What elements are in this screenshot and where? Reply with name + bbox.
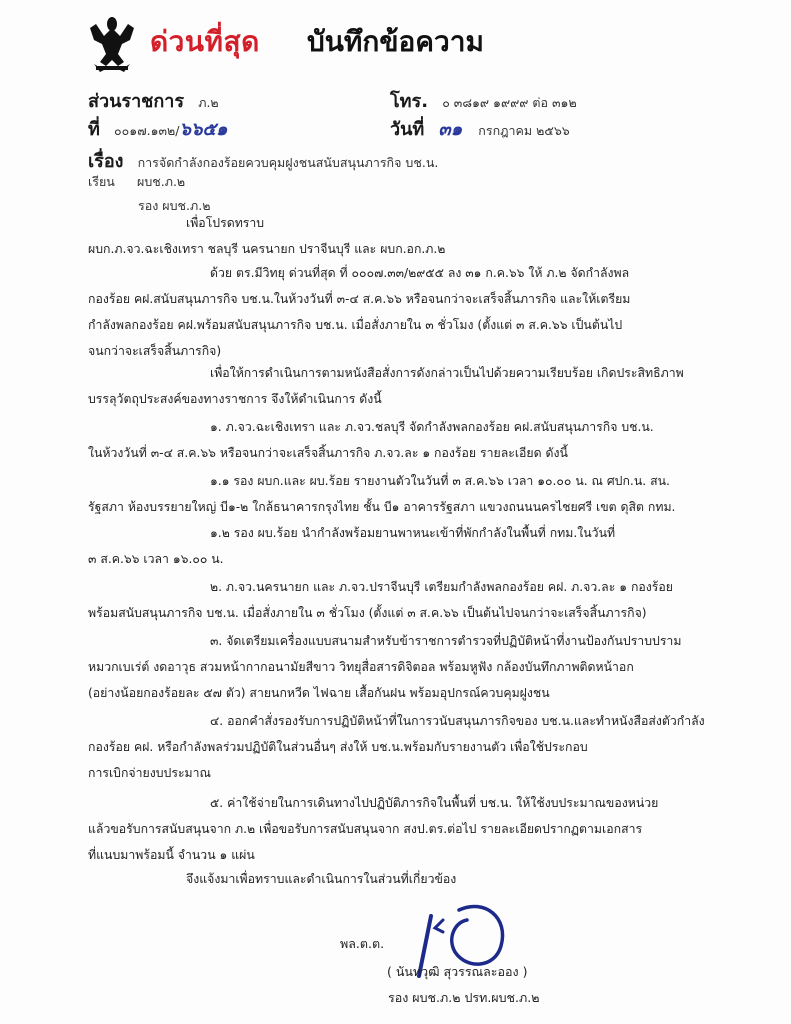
closing: จึงแจ้งมาเพื่อทราบและดำเนินการในส่วนที่เกี่ยวข้อง	[186, 872, 457, 886]
item-1-2: ๑.๒ รอง ผบ.ร้อย นำกำลังพร้อมยานพาหนะเข้าที่พักกำลังในพื้นที่ กทม.ในวันที่ ๓ ส.ค.๖๖ เวลา ๑๖.๐๐ น.	[88, 526, 616, 566]
paragraph-1: ด้วย ตร.มีวิทยุ ด่วนที่สุด ที่ ๐๐๐๗.๓๓/๒๙๕๕ ลง ๓๑ ก.ค.๖๖ ให้ ภ.๒ จัดกำลังพล กองร้อย คฝ.สนับสนุนภารกิจ บช.น.ในห้วงวันที่ ๓-๔ ส.ค.๖๖ หรือจนกว่าจะเสร็จสิ้นภารกิจ และให้เตรียม กำลังพลกองร้อย คฝ.พร้อมสนับสนุนภารกิจ บช.น. เมื่อสั่งภายใน ๓ ชั่วโมง (ตั้งแต่ ๓ ส.ค.๖๖ เป็นต้นไป จนกว่าจะเสร็จสิ้นภารกิจ)	[88, 266, 631, 358]
to-value-2: รอง ผบช.ภ.๒	[138, 198, 211, 213]
date-row	[390, 114, 570, 143]
subject-row	[88, 146, 438, 175]
item-4: ๔. ออกคำสั่งรองรับการปฏิบัติหน้าที่ในการวนับสนุนภารกิจของ บช.น.และทำหนังสือส่งตัวกำลัง กองร้อย คฝ. หรือกำลังพลร่วมปฏิบัติในส่วนอื่นๆ ส่งให้ บช.น.พร้อมกับรายงานตัว เพื่อใช้ประกอบ การเบิกจ่ายงบประมาณ	[88, 714, 705, 780]
signature-position: รอง ผบช.ภ.๒ ปรท.ผบช.ภ.๒	[388, 990, 540, 1005]
phone-row	[390, 86, 577, 115]
item-1: ๑. ภ.จว.ฉะเชิงเทรา และ ภ.จว.ชลบุรี จัดกำลังพลกองร้อย คฝ.สนับสนุนภารกิจ บช.น. ในห้วงวันที่ ๓-๔ ส.ค.๖๖ หรือจนกว่าจะเสร็จสิ้นภารกิจ ภ.จว.ละ ๑ กองร้อย รายละเอียด ดังนี้	[88, 420, 654, 460]
department-value: ภ.๒	[198, 95, 219, 110]
reference-label: ที่	[88, 119, 100, 140]
date-month-year: กรกฎาคม ๒๕๖๖	[478, 123, 570, 138]
garuda-emblem-icon	[86, 14, 138, 74]
item-2: ๒. ภ.จว.นครนายก และ ภ.จว.ปราจีนบุรี เตรียมกำลังพลกองร้อย คฝ. ภ.จว.ละ ๑ กองร้อย พร้อมสนับสนุนภารกิจ บช.น. เมื่อสั่งภายใน ๓ ชั่วโมง (ตั้งแต่ ๓ ส.ค.๖๖ เป็นต้นไปจนกว่าจะเสร็จสิ้นภารกิจ)	[88, 580, 673, 620]
signature-rank: พล.ต.ต.	[340, 936, 385, 951]
reference-value: ๐๐๑๗.๑๓๒/	[114, 123, 180, 138]
cc-line: ผบก.ภ.จว.ฉะเชิงเทรา ชลบุรี นครนายก ปราจีนบุรี และ ผบก.อก.ภ.๒	[88, 242, 446, 256]
for-info: เพื่อโปรดทราบ ผบก.ภ.จว.ฉะเชิงเทรา ชลบุรี นครนายก ปราจีนบุรี และ ผบก.อก.ภ.๒	[88, 210, 698, 262]
to-value-1: ผบช.ภ.๒	[137, 174, 186, 189]
subject-label: เรื่อง	[88, 151, 124, 172]
subject-value: การจัดกำลังกองร้อยควบคุมฝูงชนสนับสนุนภารกิจ บช.น.	[137, 155, 439, 170]
urgency-stamp: ด่วนที่สุด	[150, 25, 260, 58]
phone-label: โทร.	[390, 91, 429, 112]
memo-title: บันทึกข้อความ	[307, 25, 484, 58]
to-label: เรียน	[88, 174, 115, 189]
paragraph-2: เพื่อให้การดำเนินการตามหนังสือสั่งการดังกล่าวเป็นไปด้วยความเรียบร้อย เกิดประสิทธิภาพ บรรลุวัตถุประสงค์ของทางราชการ จึงให้ดำเนินการ ดังนี้	[88, 366, 684, 406]
signature-name: ( นันทวุฒิ สุวรรณละออง )	[387, 964, 528, 979]
department-label: ส่วนราชการ	[88, 91, 185, 112]
date-label: วันที่	[390, 119, 425, 140]
reference-handwritten: ๖๖๕๑	[179, 119, 228, 140]
department-row	[88, 86, 219, 115]
phone-value: ๐ ๓๘๑๙ ๑๙๙๙ ต่อ ๓๑๒	[442, 95, 577, 110]
reference-row	[88, 114, 227, 143]
item-5: ๕. ค่าใช้จ่ายในการเดินทางไปปฏิบัติภารกิจในพื้นที่ บช.น. ให้ใช้งบประมาณของหน่วย แล้วขอรับการสนับสนุนจาก ภ.๒ เพื่อขอรับการสนับสนุนจาก สงป.ตร.ต่อไป รายละเอียดปรากฏตามเอกสาร ที่แนบมาพร้อมนี้ จำนวน ๑ แผ่น	[88, 796, 659, 862]
to-row	[88, 172, 185, 192]
item-1-1: ๑.๑ รอง ผบก.และ ผบ.ร้อย รายงานตัวในวันที่ ๓ ส.ค.๖๖ เวลา ๑๐.๐๐ น. ณ ศปก.น. สน. รัฐสภา ห้องบรรยายใหญ่ บี๑-๒ ใกล้ธนาคารกรุงไทย ชั้น บี๑ อาคารรัฐสภา แขวงถนนนครไชยศรี เขต ดุสิต กทม.	[88, 474, 676, 514]
item-3: ๓. จัดเตรียมเครื่องแบบสนามสำหรับข้าราชการตำรวจที่ปฏิบัติหน้าที่งานป้องกันปราบปราม หมวกเบเร่ต์ งดอาวุธ สวมหน้ากากอนามัยสีขาว วิทยุสื่อสารดิจิตอล พร้อมหูฟัง กล้องบันทึกภาพติดหน้าอก (อย่างน้อยกองร้อยละ ๕๗ ตัว) สายนกหวีด ไฟฉาย เสื้อกันฝน พร้อมอุปกรณ์ควบคุมฝูงชน	[88, 634, 682, 700]
date-day-handwritten: ๓๑	[438, 119, 463, 140]
